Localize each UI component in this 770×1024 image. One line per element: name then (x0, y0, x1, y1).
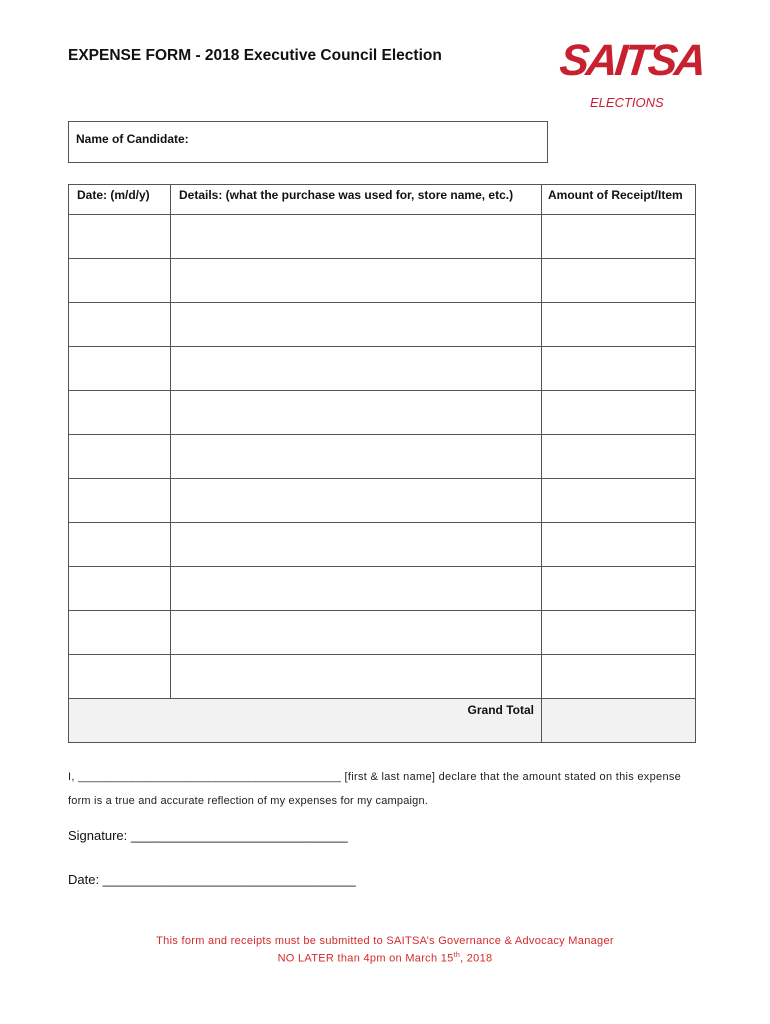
table-row (69, 567, 696, 611)
date-cell[interactable] (69, 479, 171, 523)
column-header-date: Date: (m/d/y) (69, 185, 171, 215)
date-cell[interactable] (69, 567, 171, 611)
table-row (69, 391, 696, 435)
table-row (69, 435, 696, 479)
candidate-name-label: Name of Candidate: (76, 132, 189, 146)
date-cell[interactable] (69, 655, 171, 699)
submission-notice-line-2 (0, 952, 770, 965)
date-cell[interactable] (69, 259, 171, 303)
table-header-row (69, 185, 696, 215)
details-cell[interactable] (171, 435, 542, 479)
grand-total-label: Grand Total (69, 699, 542, 743)
declaration-line-1: I, _________________________________________ [first & last name] declare that the amount stated on this expense (68, 771, 682, 783)
candidate-name-field[interactable] (68, 121, 548, 163)
amount-cell[interactable] (542, 611, 696, 655)
details-cell[interactable] (171, 215, 542, 259)
table-row (69, 655, 696, 699)
details-cell[interactable] (171, 611, 542, 655)
details-cell[interactable] (171, 259, 542, 303)
date-cell[interactable] (69, 391, 171, 435)
amount-cell[interactable] (542, 215, 696, 259)
details-cell[interactable] (171, 479, 542, 523)
details-cell[interactable] (171, 523, 542, 567)
date-cell[interactable] (69, 523, 171, 567)
table-row (69, 215, 696, 259)
amount-cell[interactable] (542, 655, 696, 699)
amount-cell[interactable] (542, 479, 696, 523)
amount-cell[interactable] (542, 435, 696, 479)
details-cell[interactable] (171, 391, 542, 435)
date-cell[interactable] (69, 303, 171, 347)
amount-cell[interactable] (542, 567, 696, 611)
date-cell[interactable] (69, 215, 171, 259)
table-row (69, 303, 696, 347)
date-cell[interactable] (69, 435, 171, 479)
amount-cell[interactable] (542, 391, 696, 435)
date-cell[interactable] (69, 347, 171, 391)
table-row (69, 347, 696, 391)
details-cell[interactable] (171, 655, 542, 699)
expense-table (68, 184, 696, 743)
table-row (69, 611, 696, 655)
signature-line[interactable]: Signature: ______________________________ (68, 828, 348, 843)
logo-wordmark: SAITSA (557, 36, 706, 85)
table-row (69, 259, 696, 303)
amount-cell[interactable] (542, 303, 696, 347)
date-line[interactable]: Date: ___________________________________ (68, 872, 356, 887)
declaration-line-2: form is a true and accurate reflection of my expenses for my campaign. (68, 795, 429, 807)
table-row (69, 479, 696, 523)
column-header-amount: Amount of Receipt/Item (542, 185, 696, 215)
deadline-text: NO LATER than 4pm on March 15 (277, 952, 454, 965)
date-cell[interactable] (69, 611, 171, 655)
table-row (69, 523, 696, 567)
grand-total-row (69, 699, 696, 743)
amount-cell[interactable] (542, 347, 696, 391)
deadline-year: , 2018 (460, 952, 493, 965)
amount-cell[interactable] (542, 523, 696, 567)
logo-subtext: ELECTIONS (590, 95, 664, 110)
form-title: EXPENSE FORM - 2018 Executive Council Election (68, 47, 442, 64)
amount-cell[interactable] (542, 259, 696, 303)
details-cell[interactable] (171, 303, 542, 347)
saitsa-logo (557, 35, 706, 115)
deadline-ordinal: th (453, 952, 461, 959)
details-cell[interactable] (171, 347, 542, 391)
column-header-details: Details: (what the purchase was used for, store name, etc.) (171, 185, 542, 215)
details-cell[interactable] (171, 567, 542, 611)
submission-notice-line-1: This form and receipts must be submitted to SAITSA’s Governance & Advocacy Manager (156, 935, 614, 947)
grand-total-amount-cell[interactable] (542, 699, 696, 743)
